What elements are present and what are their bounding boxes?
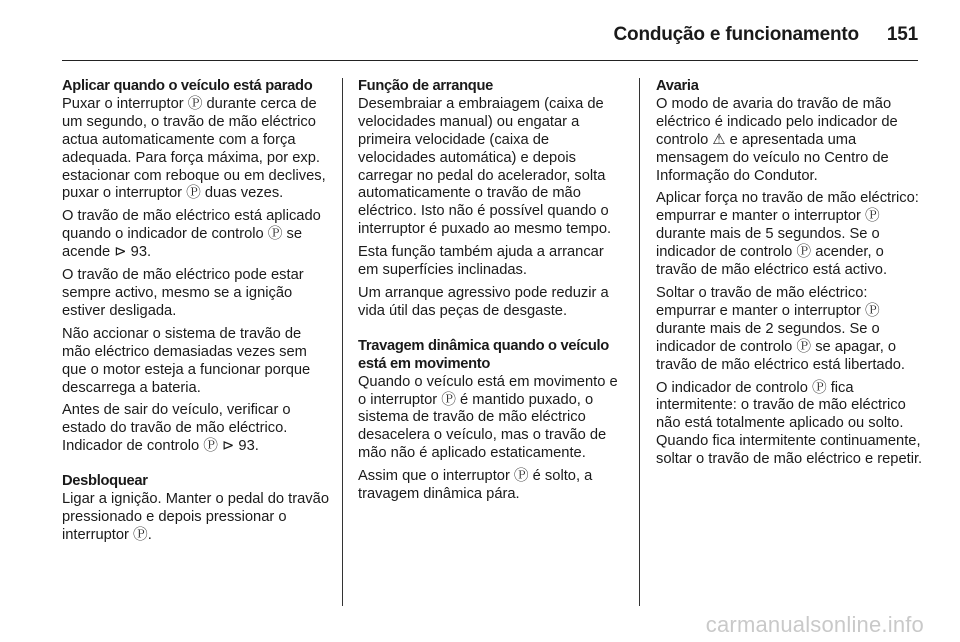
section-heading: Avaria: [656, 78, 699, 94]
column-3: [656, 78, 926, 474]
paragraph: Ligar a ignição. Manter o pedal do travão pressionado e depois pressionar o interruptor Ⓟ.: [62, 491, 329, 543]
page-title: Condução e funcionamento: [613, 24, 859, 45]
page-number: 151: [886, 24, 918, 45]
paragraph: O travão de mão eléctrico está aplicado quando o indicador de controlo Ⓟ se acende ⊳ 93.: [62, 208, 321, 261]
paragraph: Esta função também ajuda a arrancar em superfícies inclinadas.: [358, 244, 604, 279]
watermark: carmanualsonline.info: [705, 612, 924, 637]
paragraph: Não accionar o sistema de travão de mão eléctrico demasiadas vezes sem que o motor esteja a funcionar porque descarrega a bateria.: [62, 325, 311, 396]
spacer: [358, 326, 628, 338]
paragraph: Aplicar força no travão de mão eléctrico: empurrar e manter o interruptor Ⓟ durante mais de 5 segundos. Se o indicador de controlo Ⓟ acender, o travão de mão eléctrico está activo.: [656, 190, 919, 279]
column-divider: [639, 78, 640, 606]
page-header: [62, 18, 918, 52]
paragraph: Antes de sair do veículo, verificar o estado do travão de mão eléctrico. Indicador de controlo Ⓟ ⊳ 93.: [62, 402, 291, 455]
paragraph: Puxar o interruptor Ⓟ durante cerca de um segundo, o travão de mão eléctrico actua automaticamente com a força adequada. Para força máxima, por exp. estacionar com reboque ou em declives, puxar o interruptor Ⓟ duas vezes.: [62, 95, 326, 202]
header-rule: [62, 60, 918, 61]
spacer: [62, 461, 330, 473]
paragraph: Quando o veículo está em movimento e o interruptor Ⓟ é mantido puxado, o sistema de travão de mão eléctrico desacelera o veículo, mas o travão de mão não é aplicado estaticamente.: [358, 373, 618, 462]
section-heading: Função de arranque: [358, 78, 493, 94]
section-heading: Travagem dinâmica quando o veículo está em movimento: [358, 337, 609, 372]
paragraph: Assim que o interruptor Ⓟ é solto, a travagem dinâmica pára.: [358, 468, 593, 503]
paragraph: O modo de avaria do travão de mão eléctrico é indicado pelo indicador de controlo ⚠ e apresentada uma mensagem do veículo no Centro de Informação do Condutor.: [656, 95, 898, 184]
paragraph: Um arranque agressivo pode reduzir a vida útil das peças de desgaste.: [358, 284, 609, 319]
column-2: [358, 78, 628, 509]
paragraph: Soltar o travão de mão eléctrico: empurrar e manter o interruptor Ⓟ durante mais de 2 segundos. Se o indicador de controlo Ⓟ se apagar, o travão de mão eléctrico está libertado.: [656, 284, 906, 373]
section-heading: Desbloquear: [62, 473, 148, 490]
paragraph: Desembraiar a embraiagem (caixa de velocidades manual) ou engatar a primeira velocidade (caixa de velocidades automática) e depois carregar no pedal do acelerador, solta automaticamente o travão de mão eléctrico. Isto não é possível quando o interruptor é puxado ao mesmo tempo.: [358, 95, 612, 238]
column-divider: [342, 78, 343, 606]
column-1: [62, 78, 330, 550]
section-heading: Aplicar quando o veículo está parado: [62, 78, 313, 94]
paragraph: O indicador de controlo Ⓟ fica intermitente: o travão de mão eléctrico não está totalmente aplicado ou solto. Quando fica intermitente continuamente, soltar o travão de mão eléctrico e repetir.: [656, 379, 923, 468]
paragraph: O travão de mão eléctrico pode estar sempre activo, mesmo se a ignição estiver desligada.: [62, 267, 304, 319]
